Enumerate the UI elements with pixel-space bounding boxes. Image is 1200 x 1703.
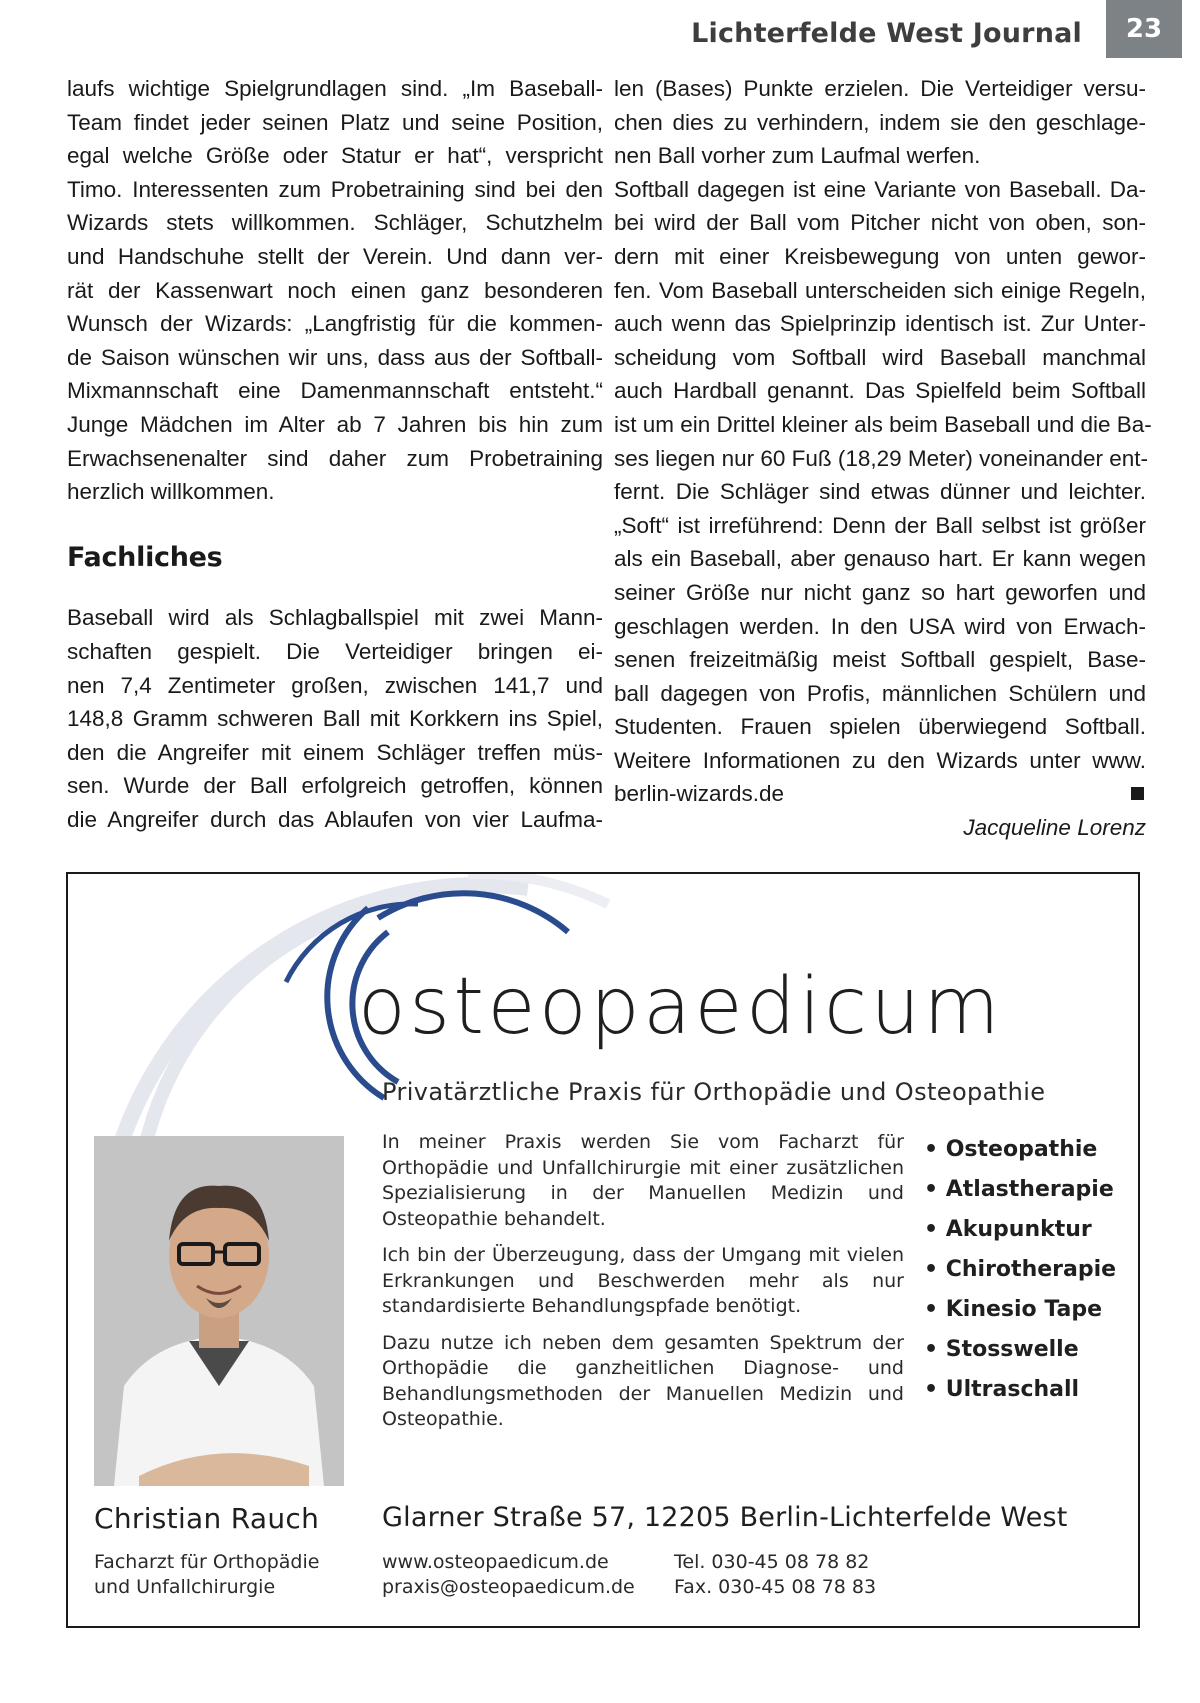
text-line: fen. Vom Baseball unterscheiden sich einige Regeln, <box>614 277 1146 303</box>
ad-paragraph: Dazu nutze ich neben dem gesamten Spektrum der Orthopädie die ganzheitlichen Diagnose- und Behandlungsmethoden der Manuellen Medizin und Osteopathie. <box>382 1331 904 1430</box>
text-line: laufs wichtige Spielgrundlagen sind. „Im Baseball- <box>67 76 603 101</box>
ad-body-text <box>382 1130 904 1444</box>
text-line: Weitere Informationen zu den Wizards unter www. <box>614 747 1146 773</box>
logo-wordmark: osteopaedicum <box>358 962 1003 1052</box>
service-item: • Chirotherapie <box>924 1250 1116 1290</box>
text-line: nen Ball vorher zum Laufmal werfen. <box>614 143 981 169</box>
text-line: schaften gespielt. Die Verteidiger bringen ei- <box>67 638 603 664</box>
text-line: scheidung vom Softball wird Baseball manchmal <box>614 344 1146 370</box>
service-item: • Stosswelle <box>924 1330 1116 1370</box>
doctor-title-line: und Unfallchirurgie <box>94 1576 276 1598</box>
text-line: nen 7,4 Zentimeter großen, zwischen 141,7 und <box>67 672 603 698</box>
doctor-portrait <box>94 1136 344 1486</box>
ad-tagline: Privatärztliche Praxis für Orthopädie und Osteopathie <box>382 1078 1046 1106</box>
doctor-title-line: Facharzt für Orthopädie <box>94 1551 320 1573</box>
phone-number: Tel. 030-45 08 78 82 <box>674 1551 870 1573</box>
text-line: senen freizeitmäßig meist Softball gespielt, Base- <box>614 647 1146 673</box>
doctor-title <box>94 1550 354 1600</box>
text-line: sen. Wurde der Ball erfolgreich getroffen, können <box>67 773 603 799</box>
text-line: ses liegen nur 60 Fuß (18,29 Meter) voneinander ent- <box>614 445 1149 471</box>
text-line: auch wenn das Spielprinzip identisch ist. Zur Unter- <box>614 311 1146 337</box>
service-item: • Akupunktur <box>924 1210 1116 1250</box>
email-link[interactable]: praxis@osteopaedicum.de <box>382 1576 635 1598</box>
text-line: berlin-wizards.de <box>614 777 1146 811</box>
text-line: Erwachsenenalter sind daher zum Probetraining <box>67 445 603 471</box>
article-column-right <box>614 72 1152 845</box>
text-line: Mixmannschaft eine Damenmannschaft entsteht.“ <box>67 378 603 404</box>
section-heading: Fachliches <box>67 541 223 573</box>
text-line: die Angreifer durch das Ablaufen von vier Laufma- <box>67 806 603 832</box>
page-header <box>0 0 1200 62</box>
text-line: Wizards stets willkommen. Schläger, Schutzhelm <box>67 210 603 236</box>
page-number-badge: 23 <box>1106 0 1182 58</box>
service-item: • Ultraschall <box>924 1370 1116 1410</box>
text-line: Studenten. Frauen spielen überwiegend Softball. <box>614 714 1146 740</box>
text-line: egal welche Größe oder Statur er hat“, verspricht <box>67 143 603 169</box>
text-line: Wunsch der Wizards: „Langfristig für die kommen- <box>67 311 603 337</box>
article-paragraph <box>67 72 603 509</box>
service-item: • Osteopathie <box>924 1130 1116 1170</box>
text-line: fernt. Die Schläger sind etwas dünner und leichter. <box>614 479 1146 505</box>
text-line: Junge Mädchen im Alter ab 7 Jahren bis hin zum <box>67 411 603 437</box>
article-author: Jacqueline Lorenz <box>963 815 1146 841</box>
article-column-left <box>67 72 603 836</box>
text-line: rät der Kassenwart noch einen ganz besonderen <box>67 277 603 303</box>
ad-paragraph: In meiner Praxis werden Sie vom Facharzt für Orthopädie und Unfallchirurgie mit einer zusätzlichen Spezialisierung in der Manuellen Medizin und Osteopathie behandelt. <box>382 1131 904 1230</box>
doctor-name: Christian Rauch <box>94 1502 320 1535</box>
service-item: • Kinesio Tape <box>924 1290 1116 1330</box>
text-line: und Handschuhe stellt der Verein. Und dann ver- <box>67 243 603 269</box>
text-line: auch Hardball genannt. Das Spielfeld beim Softball <box>614 378 1146 404</box>
advertisement-osteopaedicum <box>66 872 1140 1628</box>
text-line: Team findet jeder seinen Platz und seine Position, <box>67 109 603 135</box>
text-line: „Soft“ ist irreführend: Denn der Ball selbst ist größer <box>614 512 1146 538</box>
text-line: 148,8 Gramm schweren Ball mit Korkkern ins Spiel, <box>67 706 603 732</box>
text-line: dern mit einer Kreisbewegung von unten gewor- <box>614 243 1146 269</box>
text-line: ball dagegen von Profis, männlichen Schülern und <box>614 680 1146 706</box>
text-line: den die Angreifer mit einem Schläger treffen müs- <box>67 739 603 765</box>
text-line: de Saison wünschen wir uns, dass aus der Softball- <box>67 344 603 370</box>
text-line: ist um ein Drittel kleiner als beim Baseball und die Ba- <box>614 411 1152 437</box>
text-line: Baseball wird als Schlagballspiel mit zwei Mann- <box>67 605 603 631</box>
contact-block <box>382 1550 876 1600</box>
text-line: len (Bases) Punkte erzielen. Die Verteidiger versu- <box>614 76 1146 101</box>
text-line: geschlagen werden. In den USA wird von Erwach- <box>614 613 1146 639</box>
text-line: Timo. Interessenten zum Probetraining sind bei den <box>67 176 603 202</box>
text-line: chen dies zu verhindern, indem sie den geschlage- <box>614 109 1146 135</box>
article-end-mark <box>1131 787 1144 800</box>
text-line: bei wird der Ball vom Pitcher nicht von oben, son- <box>614 210 1146 236</box>
ad-paragraph: Ich bin der Überzeugung, dass der Umgang mit vielen Erkrankungen und Beschwerden mehr als nur standardisierte Behandlungspfade benötigt. <box>382 1244 904 1317</box>
text-line: herzlich willkommen. <box>67 479 275 505</box>
fax-number: Fax. 030-45 08 78 83 <box>674 1576 877 1598</box>
article-paragraph <box>67 601 603 836</box>
journal-title: Lichterfelde West Journal <box>691 18 1082 49</box>
website-link[interactable]: www.osteopaedicum.de <box>382 1551 609 1573</box>
services-list <box>924 1130 1116 1410</box>
text-line: Softball dagegen ist eine Variante von Baseball. Da- <box>614 176 1146 202</box>
article-paragraph <box>614 72 1152 811</box>
service-item: • Atlastherapie <box>924 1170 1116 1210</box>
text-line: seiner Größe nur nicht ganz so hart geworfen und <box>614 579 1146 605</box>
text-line: als ein Baseball, aber genauso hart. Er kann wegen <box>614 546 1146 572</box>
practice-address: Glarner Straße 57, 12205 Berlin-Lichterfelde West <box>382 1502 1068 1533</box>
